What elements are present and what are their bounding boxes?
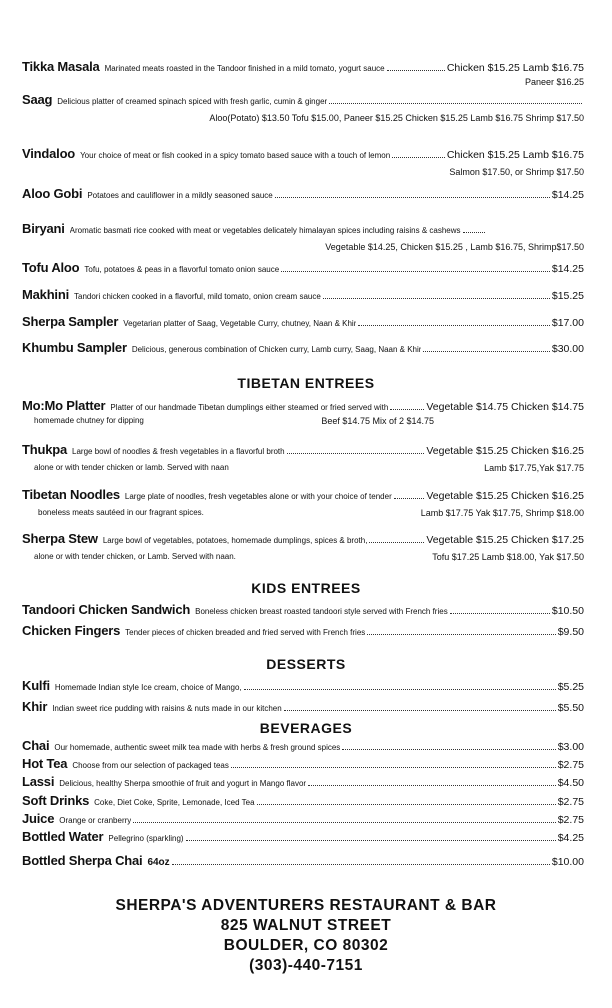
item-description: Coke, Diet Coke, Sprite, Lemonade, Iced Tea <box>94 798 255 807</box>
item-name: Sherpa Stew <box>22 531 98 546</box>
item-price: $3.00 <box>557 741 584 753</box>
leader-dots <box>342 749 555 750</box>
item-extra-price: Beef $14.75 Mix of 2 $14.75 <box>321 416 434 426</box>
item-description-continued: alone or with tender chicken, or Lamb. Served with naan. <box>34 552 236 561</box>
item-description: Marinated meats roasted in the Tandoor finished in a mild tomato, yogurt sauce <box>104 64 385 73</box>
item-name: Bottled Water <box>22 829 104 844</box>
item-price: Vegetable $15.25 Chicken $16.25 <box>426 445 584 457</box>
item-price: Vegetable $15.25 Chicken $17.25 <box>426 534 584 546</box>
leader-dots <box>367 634 555 635</box>
leader-dots <box>287 453 425 454</box>
item-description: Potatoes and cauliflower in a mildly seasoned sauce <box>87 191 273 200</box>
leader-dots <box>308 785 556 786</box>
leader-dots <box>186 840 556 841</box>
leader-dots <box>257 804 556 805</box>
item-price: $5.25 <box>557 681 584 693</box>
leader-dots <box>323 298 550 299</box>
item-description: Tender pieces of chicken breaded and fried served with French fries <box>125 628 366 637</box>
item-description: Our homemade, authentic sweet milk tea made with herbs & fresh ground spices <box>54 743 341 752</box>
item-extra-price: Tofu $17.25 Lamb $18.00, Yak $17.50 <box>432 552 584 562</box>
item-description: 64oz <box>147 857 170 868</box>
item-price: $14.25 <box>551 263 584 275</box>
item-price: $10.50 <box>551 605 584 617</box>
item-price: $2.75 <box>557 814 584 826</box>
section-heading-kids: KIDS ENTREES <box>251 580 361 596</box>
item-description: Large plate of noodles, fresh vegetables alone or with your choice of tender <box>124 492 392 501</box>
restaurant-street: 825 WALNUT STREET <box>220 917 392 934</box>
item-description: Your choice of meat or fish cooked in a spicy tomato based sauce with a touch of lemon <box>80 151 391 160</box>
item-name: Chicken Fingers <box>22 623 121 638</box>
item-price: $10.00 <box>551 856 584 868</box>
item-extra-price: Lamb $17.75 Yak $17.75, Shrimp $18.00 <box>420 508 584 518</box>
menu-item-chicken-fingers <box>22 624 584 639</box>
leader-dots <box>281 271 550 272</box>
menu-item-biryani <box>22 222 584 254</box>
section-heading-tibetan: TIBETAN ENTREES <box>237 375 375 391</box>
menu-item-soft-drinks <box>22 794 584 809</box>
leader-dots <box>284 710 556 711</box>
item-extra-price: Salmon $17.50, or Shrimp $17.50 <box>449 167 584 177</box>
item-extra-price: Aloo(Potato) $13.50 Tofu $15.00, Paneer $15.25 Chicken $15.25 Lamb $16.75 Shrimp $17.50 <box>209 113 584 123</box>
item-price: $4.25 <box>557 832 584 844</box>
menu-item-tofu-aloo <box>22 261 584 276</box>
item-name: Biryani <box>22 221 65 236</box>
item-price: $15.25 <box>551 290 584 302</box>
item-price: Chicken $15.25 Lamb $16.75 <box>446 149 584 161</box>
item-description: Orange or cranberry <box>59 816 132 825</box>
item-description: Indian sweet rice pudding with raisins & nuts made in our kitchen <box>52 704 282 713</box>
item-name: Bottled Sherpa Chai <box>22 853 143 868</box>
leader-dots <box>172 864 550 865</box>
menu-item-momo-platter <box>22 399 584 428</box>
item-description: Choose from our selection of packaged teas <box>72 761 229 770</box>
menu-item-makhini <box>22 288 584 303</box>
menu-item-bottled-sherpa-chai <box>22 854 584 869</box>
menu-item-thukpa <box>22 443 584 475</box>
item-name: Khumbu Sampler <box>22 340 127 355</box>
item-description-continued: boneless meats sautéed in our fragrant spices. <box>38 508 204 517</box>
item-name: Tandoori Chicken Sandwich <box>22 602 191 617</box>
item-description: Aromatic basmati rice cooked with meat or vegetables delicately himalayan spices including raisins & cashews <box>69 226 461 235</box>
menu-item-sherpa-sampler <box>22 315 584 330</box>
item-name: Aloo Gobi <box>22 186 83 201</box>
menu-item-kulfi <box>22 679 584 694</box>
menu-item-khumbu-sampler <box>22 341 584 356</box>
item-name: Khir <box>22 699 48 714</box>
item-description-continued: homemade chutney for dipping <box>34 416 144 425</box>
item-description: Pellegrino (sparkling) <box>108 834 184 843</box>
leader-dots <box>390 409 424 410</box>
item-price: $5.50 <box>557 702 584 714</box>
item-name: Tibetan Noodles <box>22 487 120 502</box>
restaurant-name: SHERPA'S ADVENTURERS RESTAURANT & BAR <box>115 897 497 914</box>
leader-dots <box>329 103 582 104</box>
leader-dots <box>244 689 556 690</box>
item-name: Mo:Mo Platter <box>22 398 106 413</box>
item-price: $9.50 <box>557 626 584 638</box>
item-price: $14.25 <box>551 189 584 201</box>
leader-dots <box>394 498 425 499</box>
item-price: Vegetable $15.25 Chicken $16.25 <box>426 490 584 502</box>
leader-dots <box>392 157 445 158</box>
item-name: Juice <box>22 811 55 826</box>
restaurant-phone: (303)-440-7151 <box>249 957 363 974</box>
menu-item-lassi <box>22 775 584 790</box>
leader-dots <box>133 822 555 823</box>
item-name: Makhini <box>22 287 69 302</box>
menu-item-sherpa-stew <box>22 532 584 564</box>
leader-dots <box>369 542 424 543</box>
item-name: Chai <box>22 738 50 753</box>
item-description: Delicious, healthy Sherpa smoothie of fruit and yogurt in Mango flavor <box>59 779 307 788</box>
item-extra-price: Paneer $16.25 <box>524 77 584 87</box>
item-description: Platter of our handmade Tibetan dumplings either steamed or fried served with <box>110 403 389 412</box>
item-extra-price: Lamb $17.75,Yak $17.75 <box>484 463 584 473</box>
leader-dots <box>423 351 549 352</box>
item-price: $4.50 <box>557 777 584 789</box>
item-description: Delicious platter of creamed spinach spiced with fresh garlic, cumin & ginger <box>57 97 328 106</box>
menu-item-saag <box>22 93 584 125</box>
item-name: Soft Drinks <box>22 793 90 808</box>
item-description: Tandori chicken cooked in a flavorful, mild tomato, onion cream sauce <box>74 292 321 301</box>
menu-item-vindaloo <box>22 147 584 179</box>
item-name: Lassi <box>22 774 55 789</box>
menu-item-juice <box>22 812 584 827</box>
leader-dots <box>463 232 485 233</box>
item-description: Delicious, generous combination of Chicken curry, Lamb curry, Saag, Naan & Khir <box>131 345 422 354</box>
item-description-continued: alone or with tender chicken or lamb. Served with naan <box>34 463 229 472</box>
item-description: Tofu, potatoes & peas in a flavorful tomato onion sauce <box>84 265 280 274</box>
item-description: Boneless chicken breast roasted tandoori style served with French fries <box>195 607 448 616</box>
item-price: $30.00 <box>551 343 584 355</box>
menu-item-hot-tea <box>22 757 584 772</box>
item-price: $2.75 <box>557 796 584 808</box>
leader-dots <box>275 197 550 198</box>
leader-dots <box>358 325 550 326</box>
item-name: Tikka Masala <box>22 59 100 74</box>
item-name: Vindaloo <box>22 146 76 161</box>
item-name: Thukpa <box>22 442 68 457</box>
section-heading-beverages: BEVERAGES <box>259 720 353 736</box>
restaurant-footer <box>0 896 612 976</box>
menu-item-tibetan-noodles <box>22 488 584 520</box>
item-price: $2.75 <box>557 759 584 771</box>
leader-dots <box>450 613 550 614</box>
item-name: Tofu Aloo <box>22 260 80 275</box>
item-extra-price: Vegetable $14.25, Chicken $15.25 , Lamb $16.75, Shrimp$17.50 <box>325 242 584 252</box>
item-name: Sherpa Sampler <box>22 314 119 329</box>
leader-dots <box>387 70 445 71</box>
leader-dots <box>231 767 556 768</box>
section-heading-desserts: DESSERTS <box>266 656 346 672</box>
item-price: Chicken $15.25 Lamb $16.75 <box>446 62 584 74</box>
restaurant-city: BOULDER, CO 80302 <box>223 937 389 954</box>
item-description: Large bowl of noodles & fresh vegetables in a flavorful broth <box>72 447 285 456</box>
item-description: Vegetarian platter of Saag, Vegetable Curry, chutney, Naan & Khir <box>123 319 357 328</box>
item-price: Vegetable $14.75 Chicken $14.75 <box>426 401 584 413</box>
menu-item-khir <box>22 700 584 715</box>
menu-item-tikka-masala <box>22 60 584 89</box>
item-name: Hot Tea <box>22 756 68 771</box>
item-name: Saag <box>22 92 53 107</box>
menu-item-aloo-gobi <box>22 187 584 202</box>
item-description: Large bowl of vegetables, potatoes, homemade dumplings, spices & broth, <box>102 536 368 545</box>
item-price: $17.00 <box>551 317 584 329</box>
menu-item-bottled-water <box>22 830 584 845</box>
item-description: Homemade Indian style Ice cream, choice of Mango, <box>54 683 242 692</box>
item-name: Kulfi <box>22 678 50 693</box>
menu-item-tandoori-chicken-sandwich <box>22 603 584 618</box>
menu-item-chai <box>22 739 584 754</box>
